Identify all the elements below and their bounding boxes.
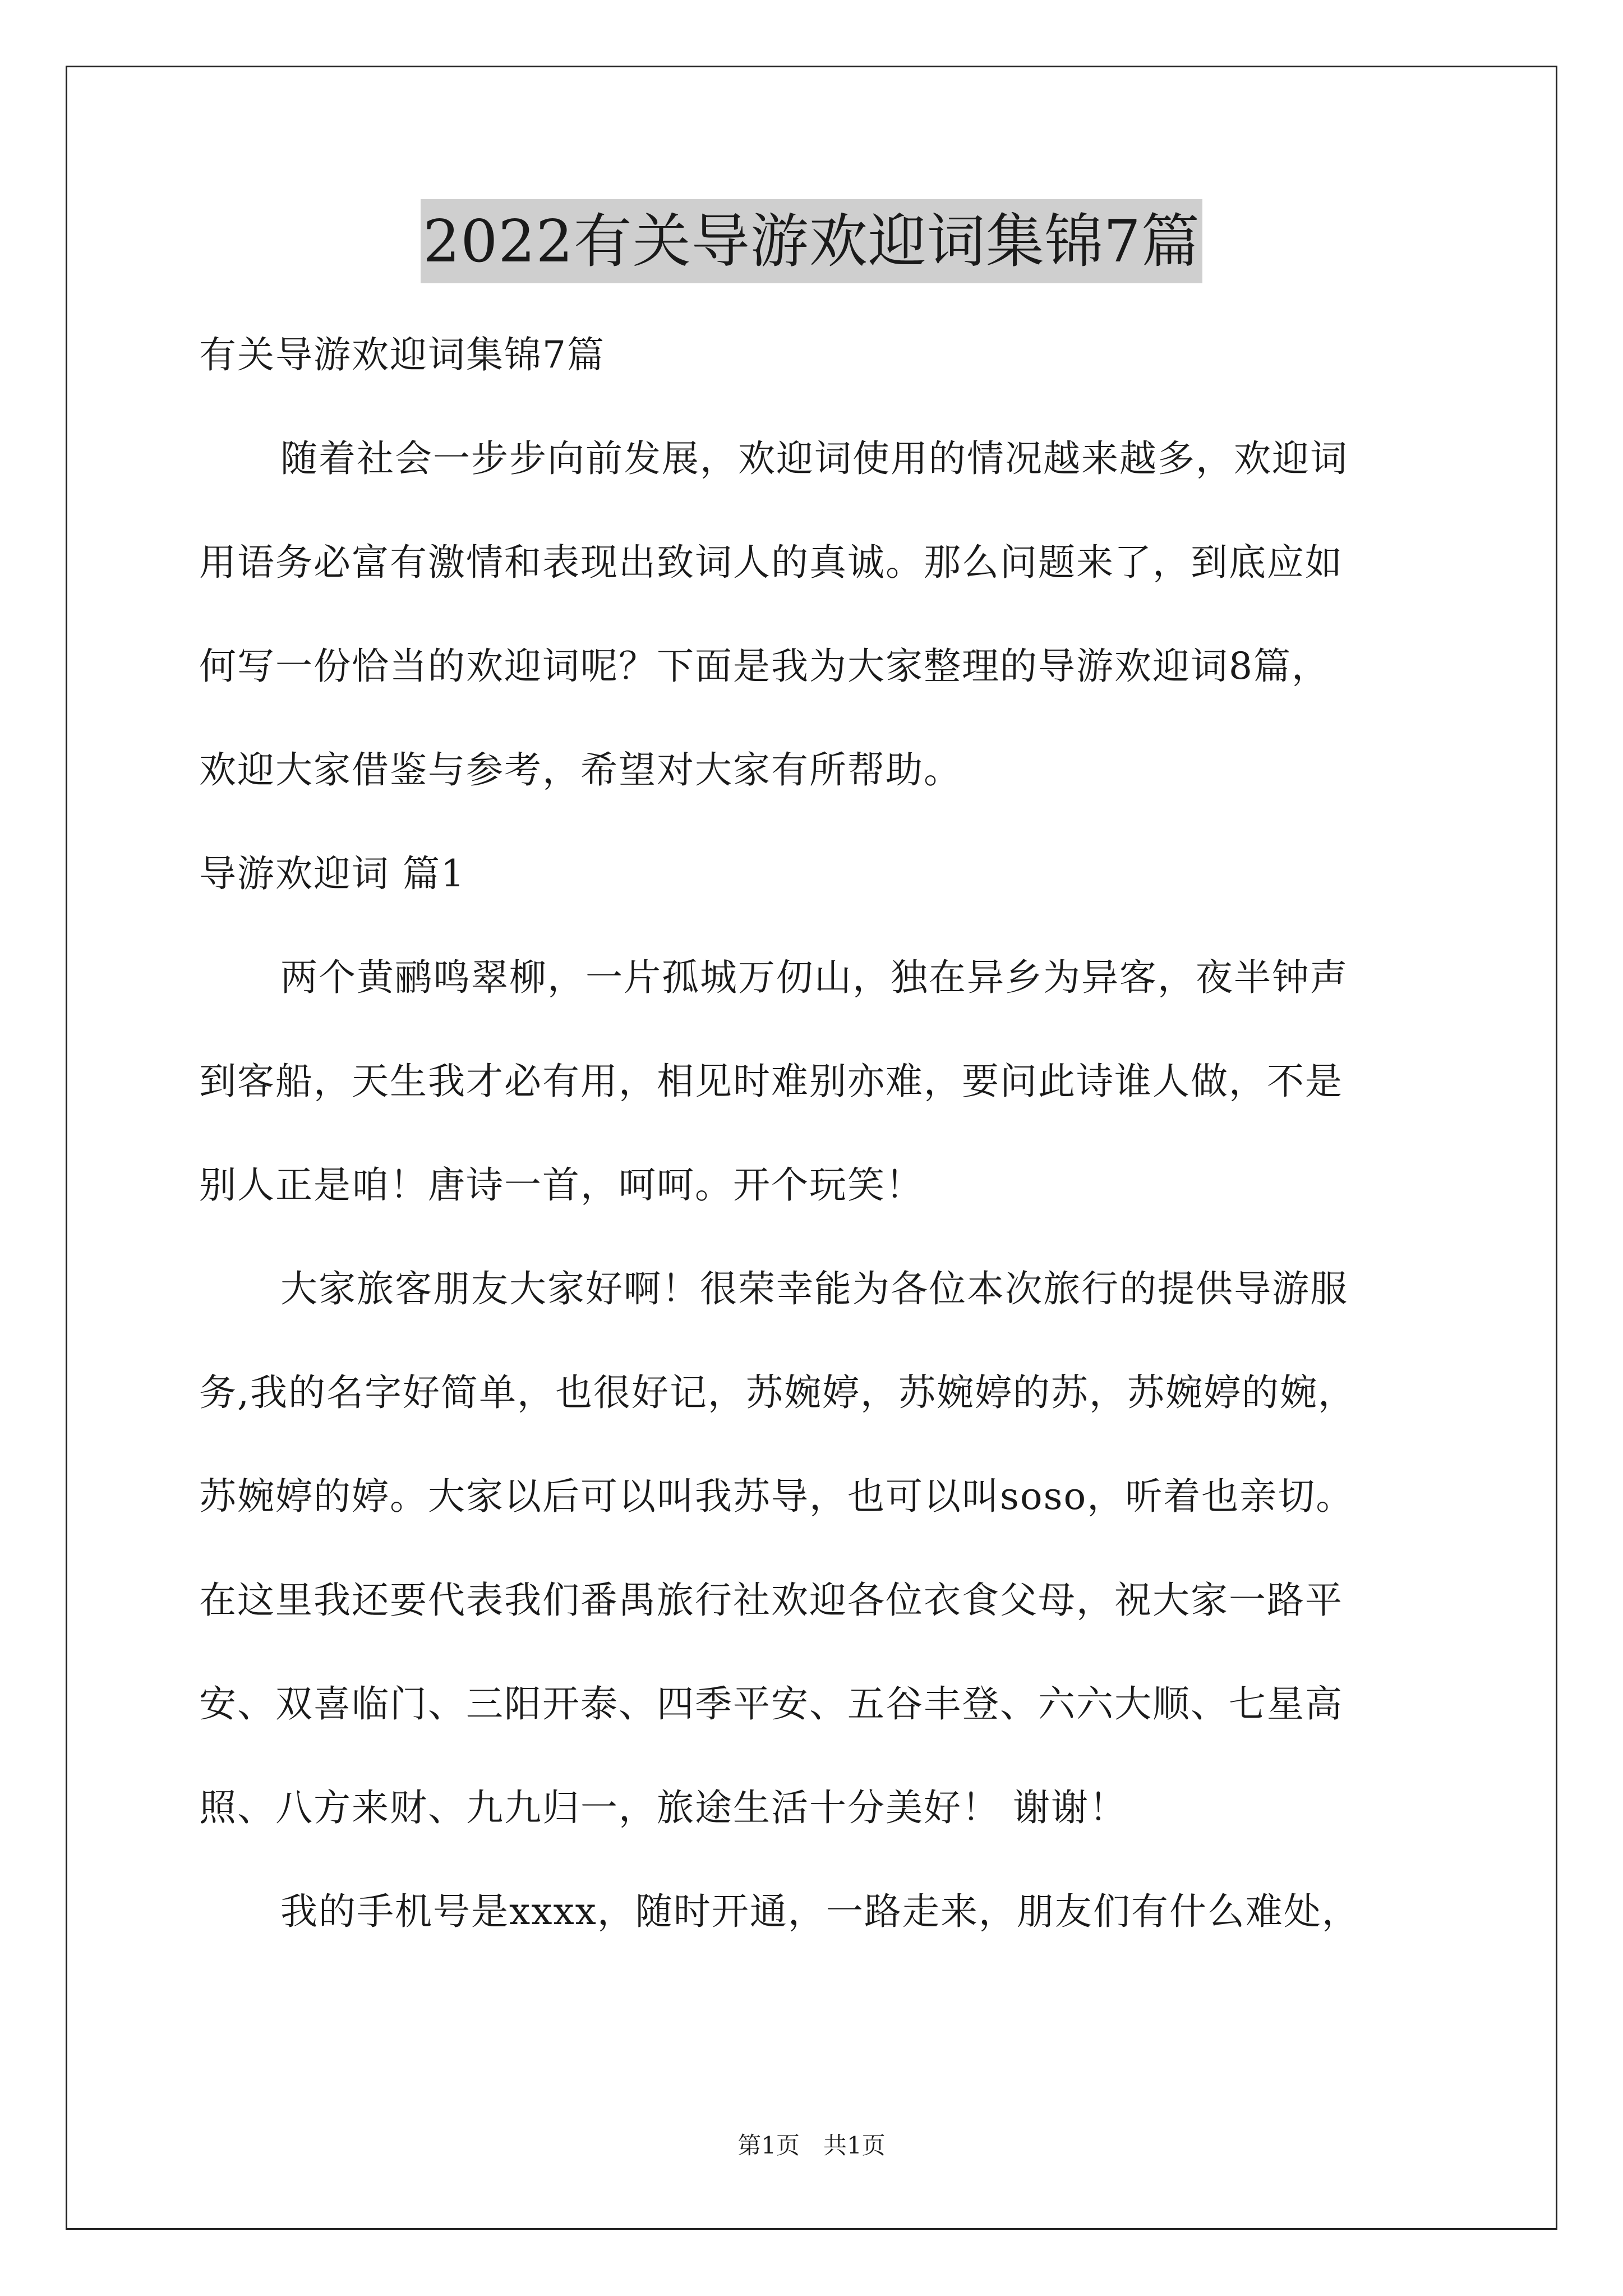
body-line: 两个黄鹂鸣翠柳，一片孤城万仞山，独在异乡为异客，夜半钟声 — [280, 956, 1348, 999]
body-line: 苏婉婷的婷。大家以后可以叫我苏导，也可以叫soso，听着也亲切。 — [199, 1475, 1354, 1518]
page-number: 第1页 共1页 — [737, 2132, 886, 2159]
body-line: 随着社会一步步向前发展，欢迎词使用的情况越来越多，欢迎词 — [280, 437, 1348, 480]
body-line: 大家旅客朋友大家好啊！很荣幸能为各位本次旅行的提供导游服 — [280, 1267, 1348, 1310]
body-line: 到客船，天生我才必有用，相见时难别亦难，要问此诗谁人做，不是 — [199, 1060, 1343, 1103]
body-line: 在这里我还要代表我们番禺旅行社欢迎各位衣食父母，祝大家一路平 — [199, 1579, 1343, 1622]
body-line: 务,我的名字好简单，也很好记，苏婉婷，苏婉婷的苏，苏婉婷的婉， — [199, 1371, 1356, 1414]
body-line: 何写一份恰当的欢迎词呢？下面是我为大家整理的导游欢迎词8篇， — [199, 645, 1330, 688]
body-line: 有关导游欢迎词集锦7篇 — [199, 333, 605, 376]
body-line: 导游欢迎词 篇1 — [199, 852, 465, 895]
title-container — [0, 199, 1623, 283]
body-line: 安、双喜临门、三阳开泰、四季平安、五谷丰登、六六大顺、七星高 — [199, 1682, 1343, 1726]
body-line: 照、八方来财、九九归一，旅途生活十分美好！ 谢谢！ — [199, 1786, 1127, 1829]
body-line: 我的手机号是xxxx，随时开通，一路走来，朋友们有什么难处， — [280, 1890, 1360, 1933]
body-line: 别人正是咱！唐诗一首，呵呵。开个玩笑！ — [199, 1163, 924, 1207]
document-title: 2022有关导游欢迎词集锦7篇 — [421, 199, 1202, 283]
document-body — [199, 303, 1427, 1963]
body-line: 用语务必富有激情和表现出致词人的真诚。那么问题来了，到底应如 — [199, 541, 1343, 584]
body-line: 欢迎大家借鉴与参考，希望对大家有所帮助。 — [199, 748, 962, 792]
